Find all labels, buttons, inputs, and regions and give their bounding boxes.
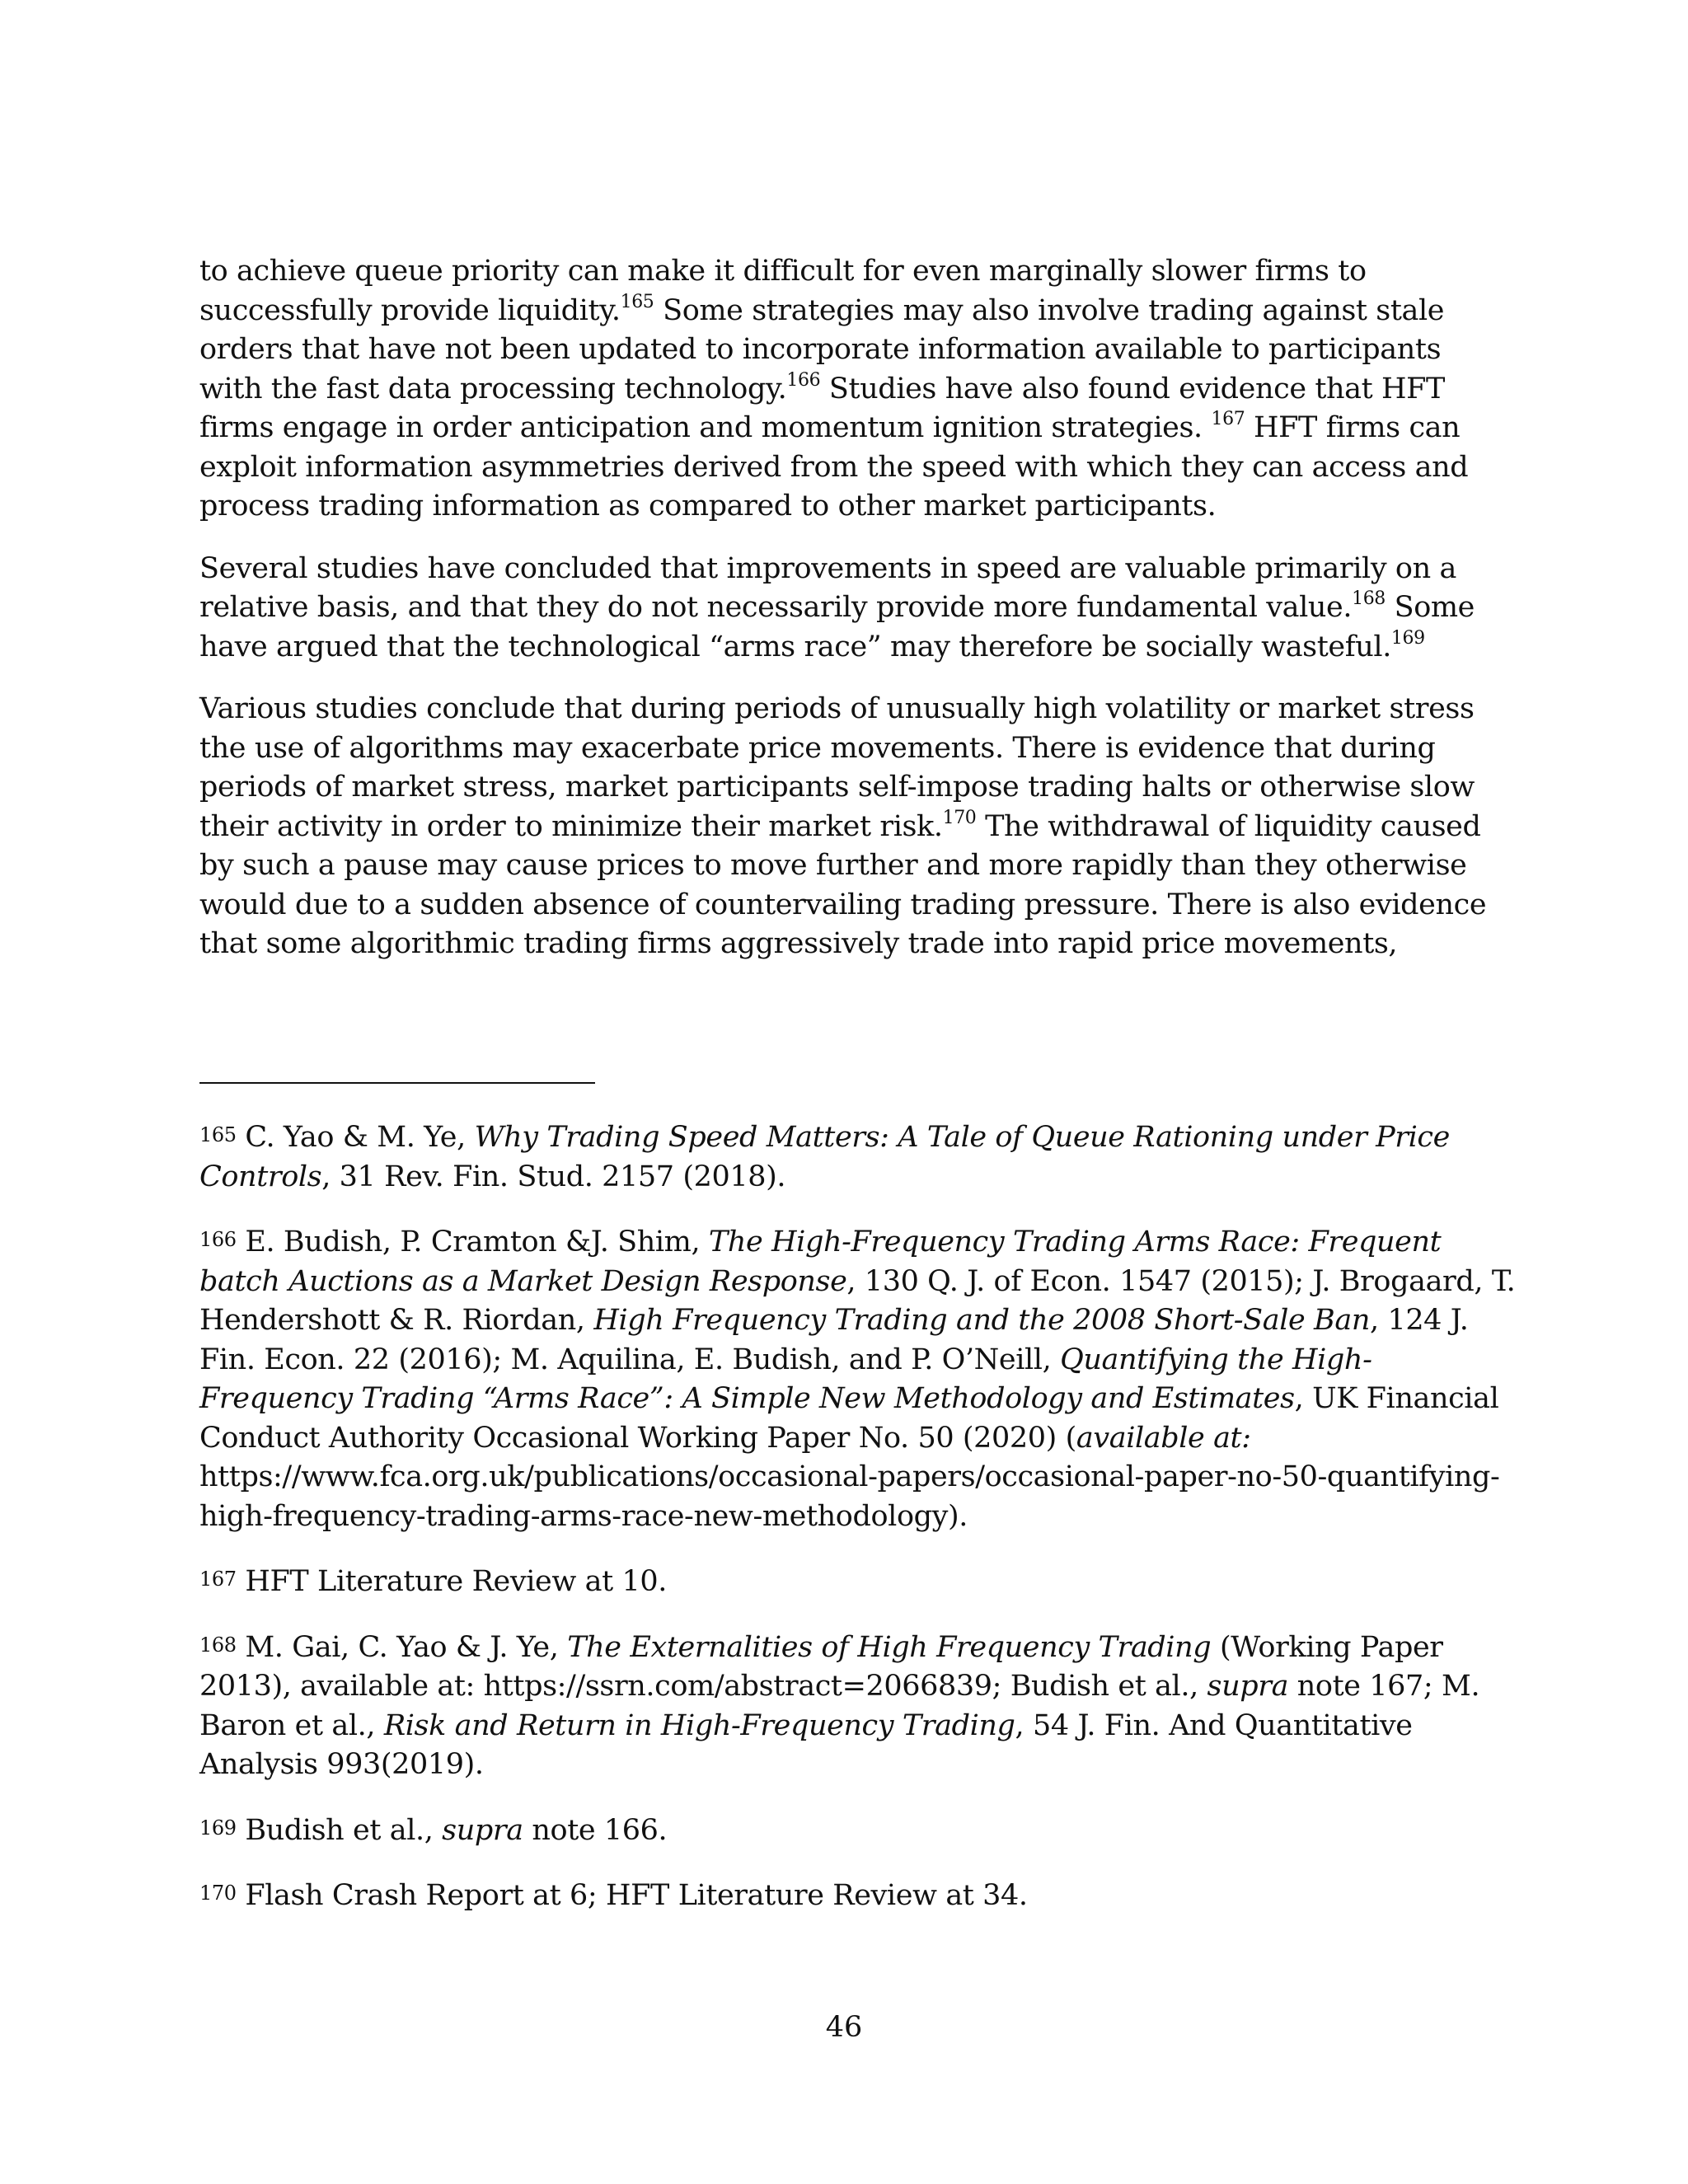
italic-text: supra [442, 1813, 523, 1847]
italic-text: available at: [1076, 1421, 1251, 1455]
text-run: note 166. [523, 1813, 668, 1847]
text-run: , 130 Q. J. of Econ. 1547 (2015); J. Brogaard, T. Hendershott & R. Riordan, [199, 1264, 1516, 1337]
footnote-167 [199, 1563, 1518, 1602]
footnote-ref-167[interactable]: 167 [1211, 409, 1245, 430]
text-run: , 124 J. Fin. Econ. 22 (2016); M. Aquilina, E. Budish, and P. O’Neill, [199, 1304, 1469, 1376]
footnote-number: 166 [199, 1228, 237, 1251]
italic-title: The High-Frequency Trading Arms Race: Frequent batch Auctions as a Market Design Response [199, 1226, 1442, 1298]
text-run: E. Budish, P. Cramton &J. Shim, [236, 1226, 709, 1258]
footnote-separator [199, 1082, 595, 1084]
footnote-ref-170[interactable]: 170 [942, 807, 977, 828]
text-run: HFT Literature Review at 10. [236, 1565, 667, 1598]
footnote-ref-165[interactable]: 165 [620, 291, 654, 312]
footnotes [199, 1118, 1518, 1943]
text-run: Budish et al., [236, 1813, 443, 1847]
footnote-ref-168[interactable]: 168 [1352, 588, 1386, 610]
text-run: HFT firms can exploit information asymmetries derived from the speed with which they can access and process trading information as compared to other market participants. [199, 411, 1469, 523]
page-number: 46 [825, 2011, 863, 2044]
text-run: Some strategies may also involve trading against stale orders that have not been updated to incorporate information available to participants with the fast data processing technology. [199, 293, 1445, 405]
body-text [199, 252, 1489, 987]
text-run: Flash Crash Report at 6; HFT Literature Review at 34. [236, 1879, 1028, 1912]
footnote-170 [199, 1877, 1518, 1916]
italic-title: Why Trading Speed Matters: A Tale of Queue Rationing under Price Controls [199, 1121, 1450, 1193]
footnote-ref-169[interactable]: 169 [1390, 627, 1425, 649]
footnote-169 [199, 1811, 1518, 1851]
text-run: Several studies have concluded that improvements in speed are valuable primarily on a relative basis, and that they do not necessarily provide more fundamental value. [199, 551, 1456, 624]
text-run: Some have argued that the technological “arms race” may therefore be socially wasteful. [199, 591, 1475, 663]
paragraph-1 [199, 252, 1489, 527]
text-run: , UK Financial Conduct Authority Occasional Working Paper No. 50 (2020) ( [199, 1382, 1499, 1455]
text-run-url[interactable]: (Working Paper 2013), available at: https://ssrn.com/abstract=2066839; Budish et al., [199, 1630, 1443, 1703]
italic-text: supra [1207, 1670, 1289, 1703]
text-run: , 31 Rev. Fin. Stud. 2157 (2018). [321, 1160, 786, 1193]
italic-title: High Frequency Trading and the 2008 Short-Sale Ban [593, 1304, 1370, 1337]
text-run: C. Yao & M. Ye, [236, 1121, 475, 1154]
footnote-165 [199, 1118, 1518, 1197]
footnote-166 [199, 1223, 1518, 1536]
footnote-number: 170 [199, 1882, 237, 1905]
paragraph-2 [199, 550, 1489, 668]
text-run: Studies have also found evidence that HFT firms engage in order anticipation and momentum ignition strategies. [199, 372, 1445, 444]
text-run: The withdrawal of liquidity caused by such a pause may cause prices to move further and more rapidly than they otherwise would due to a sudden absence of countervailing trading pressure. There is also evidence that some algorithmic trading firms aggressively trade into rapid price movements, [199, 809, 1487, 960]
footnote-number: 169 [199, 1816, 237, 1840]
footnote-number: 167 [199, 1568, 237, 1591]
text-run: M. Gai, C. Yao & J. Ye, [236, 1630, 568, 1664]
text-run: to achieve queue priority can make it difficult for even marginally slower firms to successfully provide liquidity. [199, 255, 1367, 327]
text-run: Various studies conclude that during periods of unusually high volatility or market stress the use of algorithms may exacerbate price movements. There is evidence that during periods of market stress, market participants self-impose trading halts or otherwise slow their activity in order to minimize their market risk. [199, 692, 1475, 843]
text-run: , 54 J. Fin. And Quantitative Analysis 993(2019). [199, 1708, 1413, 1781]
footnote-168 [199, 1629, 1518, 1785]
text-run-url[interactable]: https://www.fca.org.uk/publications/occasional-papers/occasional-paper-no-50-quantifying-high-frequency-trading-arms-race-new-methodology). [199, 1460, 1500, 1533]
italic-title: The Externalities of High Frequency Trading [567, 1630, 1212, 1664]
italic-title: Quantifying the High-Frequency Trading “Arms Race”: A Simple New Methodology and Estimates [199, 1343, 1372, 1415]
footnote-number: 168 [199, 1633, 237, 1657]
footnote-number: 165 [199, 1123, 237, 1146]
italic-title: Risk and Return in High-Frequency Trading [383, 1708, 1015, 1742]
text-run: note 167; M. Baron et al., [199, 1670, 1480, 1742]
paragraph-3 [199, 690, 1489, 964]
footnote-ref-166[interactable]: 166 [786, 369, 821, 391]
